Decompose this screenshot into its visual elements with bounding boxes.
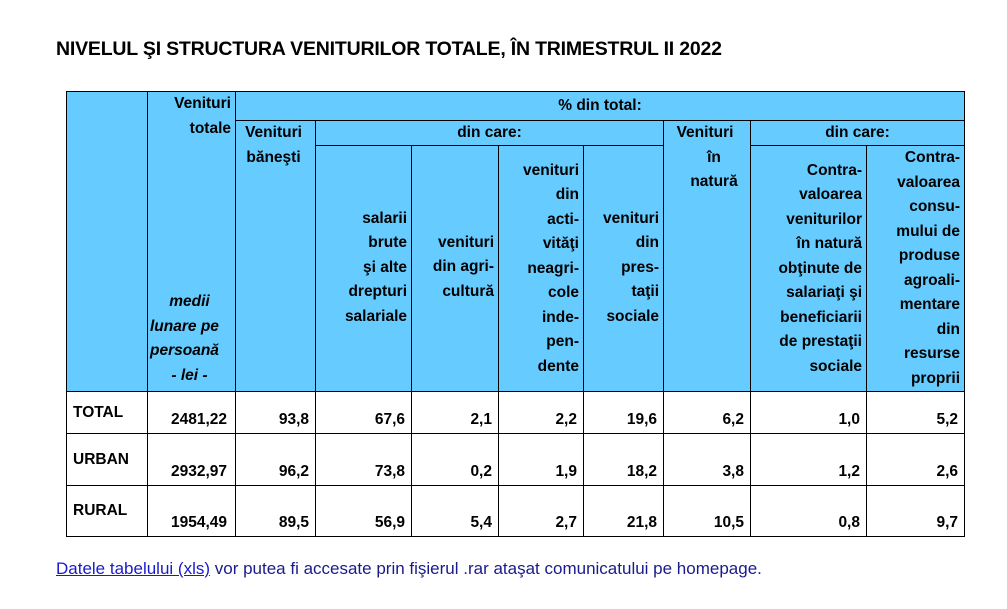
header-line: inde-	[541, 308, 579, 326]
header-line: taţii	[631, 283, 659, 300]
header-line: cultură	[442, 282, 494, 300]
header-line: sociale	[809, 357, 862, 375]
row-label: TOTAL	[67, 392, 148, 434]
header-line: venituri	[438, 233, 494, 251]
table-cell: 2932,97	[148, 434, 236, 486]
row-label: RURAL	[67, 486, 148, 537]
table-cell: 0,8	[751, 486, 867, 537]
header-line: din	[555, 186, 579, 203]
header-line: vităţi	[542, 235, 579, 252]
header-line: mului de	[896, 222, 961, 240]
table-cell: 2,6	[867, 434, 965, 486]
header-line: salarii	[362, 209, 407, 227]
header-line: din	[635, 234, 659, 251]
corner-header-cell	[67, 92, 148, 392]
header-venituri-natura-line: în	[707, 148, 721, 166]
header-line: venituri	[523, 161, 579, 179]
table-cell: 1954,49	[148, 486, 236, 537]
header-line: Contra-	[904, 149, 961, 166]
table-cell: 1,2	[751, 434, 867, 486]
header-unit-line: medii	[169, 293, 210, 310]
header-unit-line: persoană	[150, 342, 219, 359]
header-line: veniturilor	[786, 210, 862, 228]
table-cell: 89,5	[236, 486, 316, 537]
header-venituri-in-natura	[664, 121, 751, 392]
header-venituri-totale	[148, 92, 236, 392]
table-cell: 5,2	[867, 392, 965, 434]
table-cell: 2,7	[499, 486, 584, 537]
header-din-care-1: din care:	[316, 121, 664, 146]
header-line: brute	[368, 234, 407, 251]
row-label: URBAN	[67, 434, 148, 486]
table-row	[67, 434, 965, 486]
header-line: consu-	[909, 198, 961, 215]
header-line: Contra-	[806, 161, 862, 179]
header-line: valoarea	[799, 186, 862, 203]
table-cell: 1,0	[751, 392, 867, 434]
header-line: valoarea	[897, 173, 961, 191]
header-line: de prestaţii	[779, 333, 862, 350]
header-col-contravaloarea-salariati	[751, 146, 867, 392]
income-table	[66, 91, 965, 537]
table-row	[67, 392, 965, 434]
table-cell: 93,8	[236, 392, 316, 434]
header-line: neagri-	[527, 259, 579, 277]
header-line: salariale	[344, 307, 407, 325]
header-line: mentare	[899, 296, 961, 313]
header-din-care-2: din care:	[751, 121, 965, 146]
header-pct-din-total: % din total:	[236, 92, 965, 121]
header-line: din agri-	[432, 258, 494, 275]
table-cell: 56,9	[316, 486, 412, 537]
table-cell: 6,2	[664, 392, 751, 434]
header-col-agricultura	[412, 146, 499, 392]
header-line: beneficiarii	[780, 308, 862, 326]
table-cell: 18,2	[584, 434, 664, 486]
header-line: în natură	[796, 235, 862, 252]
header-line: cole	[547, 284, 579, 301]
table-cell: 2,1	[412, 392, 499, 434]
header-line: pres-	[621, 258, 659, 276]
header-venituri-natura-line: natură	[690, 173, 738, 190]
header-venituri-banesti	[236, 121, 316, 392]
header-venituri-totale-line: Venituri	[174, 95, 231, 112]
header-line: şi alte	[363, 258, 407, 276]
header-line: drepturi	[348, 283, 407, 300]
header-line: obţinute de	[778, 259, 862, 277]
header-venituri-totale-line: totale	[189, 119, 231, 137]
header-col-prestatii	[584, 146, 664, 392]
header-venituri-natura-line: Venituri	[676, 124, 734, 141]
header-col-activitati	[499, 146, 584, 392]
table-cell: 67,6	[316, 392, 412, 434]
table-cell: 1,9	[499, 434, 584, 486]
table-cell: 96,2	[236, 434, 316, 486]
header-unit-line: lunare pe	[150, 317, 219, 335]
header-col-salarii	[316, 146, 412, 392]
header-line: resurse	[904, 345, 961, 362]
xls-data-link[interactable]: Datele tabelului (xls)	[56, 559, 211, 578]
header-line: venituri	[603, 209, 659, 227]
header-venituri-banesti-line: băneşti	[246, 148, 301, 166]
table-cell: 73,8	[316, 434, 412, 486]
table-cell: 2,2	[499, 392, 584, 434]
table-row	[67, 486, 965, 537]
header-line: dente	[537, 357, 579, 375]
table-cell: 0,2	[412, 434, 499, 486]
header-line: pen-	[546, 333, 579, 350]
table-cell: 3,8	[664, 434, 751, 486]
header-venituri-banesti-line: Venituri	[245, 124, 302, 141]
header-line: agroali-	[904, 271, 961, 289]
table-cell: 9,7	[867, 486, 965, 537]
page-title: NIVELUL ŞI STRUCTURA VENITURILOR TOTALE, ÎN TRIMESTRUL II 2022	[56, 38, 722, 60]
table-cell: 10,5	[664, 486, 751, 537]
header-line: produse	[898, 247, 961, 264]
header-col-contravaloarea-consum	[867, 146, 965, 392]
header-line: salariaţi şi	[786, 284, 862, 301]
header-line: sociale	[606, 307, 659, 325]
header-line: din	[936, 320, 961, 338]
header-line: acti-	[547, 210, 579, 228]
table-cell: 5,4	[412, 486, 499, 537]
header-unit-line: - lei -	[171, 366, 208, 384]
header-line: proprii	[910, 369, 961, 387]
table-cell: 2481,22	[148, 392, 236, 434]
table-cell: 21,8	[584, 486, 664, 537]
table-cell: 19,6	[584, 392, 664, 434]
footer-note	[56, 559, 762, 579]
footer-text: vor putea fi accesate prin fişierul .rar ataşat comunicatului pe homepage.	[210, 559, 762, 578]
